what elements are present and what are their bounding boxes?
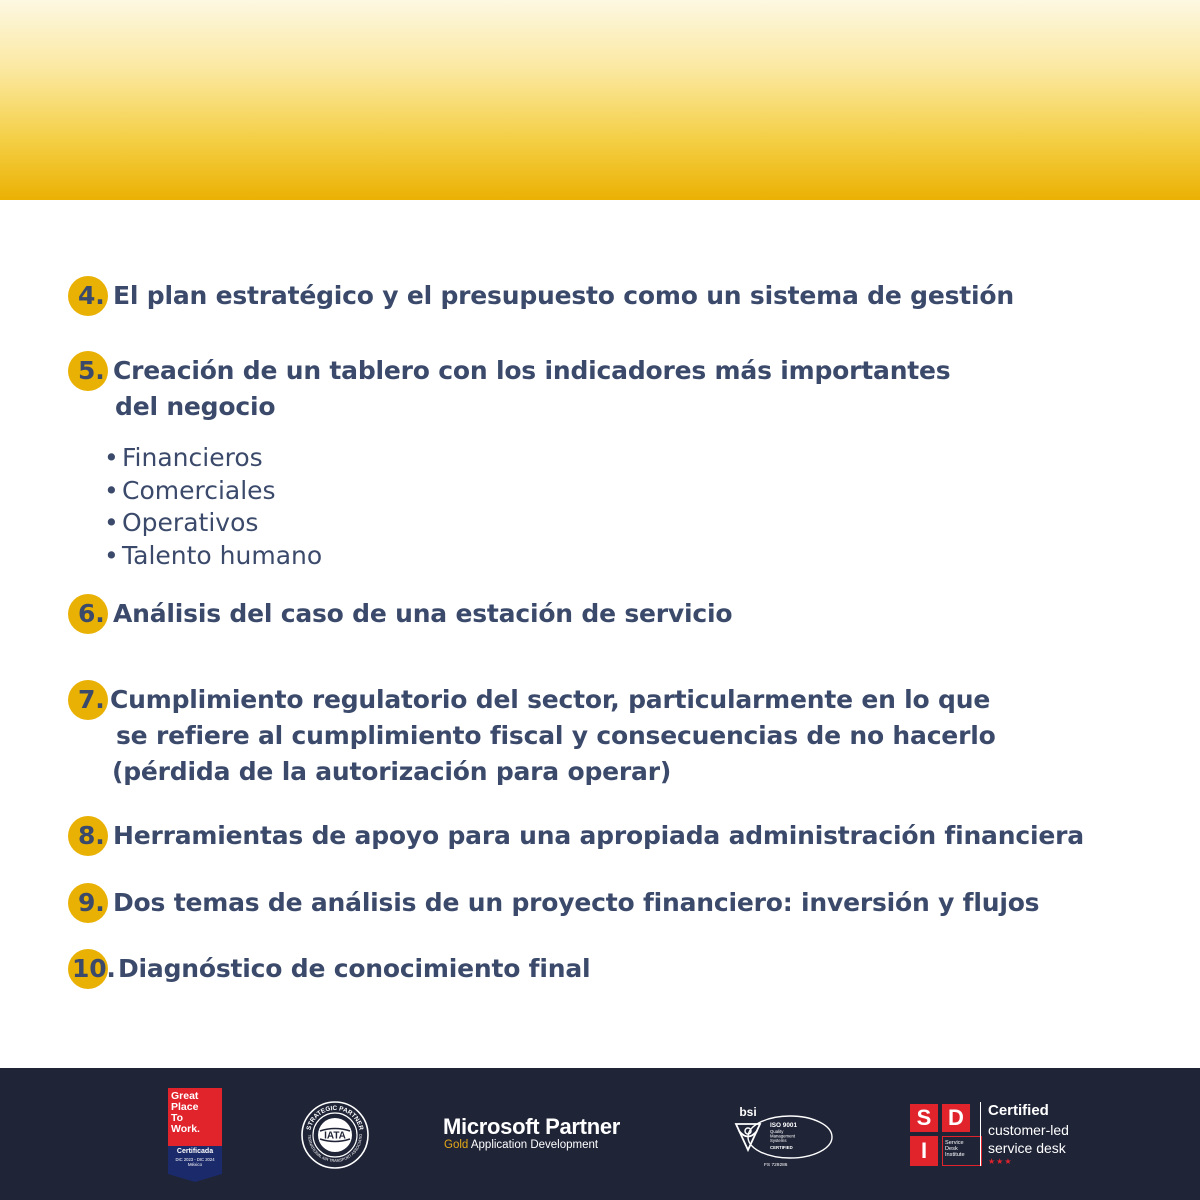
bsi-iso-9001-logo bbox=[726, 1102, 836, 1172]
indicator-item bbox=[104, 442, 322, 475]
gptw-logo-bottom bbox=[168, 1146, 222, 1174]
topic-text bbox=[113, 596, 732, 632]
topic-number: 10. bbox=[72, 954, 116, 983]
gptw-word: To bbox=[171, 1112, 184, 1124]
topic-line: se refiere al cumplimiento fiscal y consecuencias de no hacerlo bbox=[116, 721, 996, 750]
topic-text bbox=[113, 353, 951, 425]
topic-number: 7. bbox=[78, 685, 105, 714]
sdi-letter-d: D bbox=[942, 1104, 970, 1132]
bsi-kitemark-icon bbox=[736, 1124, 760, 1150]
iata-center-text: IATA bbox=[324, 1130, 346, 1142]
bullet-dot: • bbox=[104, 443, 119, 472]
topic-line: (pérdida de la autorización para operar) bbox=[112, 757, 672, 786]
microsoft-partner-logo bbox=[443, 1115, 620, 1151]
topic-line: El plan estratégico y el presupuesto como un sistema de gestión bbox=[113, 281, 1014, 310]
gptw-certified-label: Certificada bbox=[176, 1148, 214, 1155]
microsoft-partner-title: Microsoft Partner bbox=[443, 1114, 621, 1139]
bullet-dot: • bbox=[104, 541, 119, 571]
sdi-institute-word: Service bbox=[945, 1140, 964, 1146]
topic-line: Creación de un tablero con los indicadores más importantes bbox=[113, 356, 951, 385]
microsoft-competency: Application Development bbox=[470, 1139, 599, 1151]
topic-line: Análisis del caso de una estación de servicio bbox=[113, 599, 733, 628]
gptw-logo-tip bbox=[168, 1174, 222, 1182]
sdi-institute-box bbox=[942, 1136, 982, 1166]
topic-number: 8. bbox=[78, 821, 105, 850]
sdi-divider bbox=[980, 1102, 981, 1166]
gptw-word: Work. bbox=[171, 1123, 200, 1135]
topic-text bbox=[118, 951, 590, 987]
indicator-item bbox=[104, 507, 322, 540]
topic-text bbox=[110, 682, 996, 790]
sdi-certified-line: service desk bbox=[988, 1140, 1066, 1156]
gptw-word: Place bbox=[171, 1101, 199, 1113]
topic-number: 5. bbox=[78, 356, 105, 385]
topic-line: Cumplimiento regulatorio del sector, particularmente en lo que bbox=[110, 685, 991, 714]
topic-line: Diagnóstico de conocimiento final bbox=[118, 954, 591, 983]
gptw-certification-logo bbox=[168, 1088, 222, 1182]
sdi-institute-word: Institute bbox=[945, 1152, 965, 1158]
bsi-qms-line: Quality bbox=[770, 1129, 784, 1134]
bsi-iso-text: ISO 9001 bbox=[770, 1122, 798, 1129]
bsi-certified-text: CERTIFIED bbox=[770, 1145, 793, 1150]
sdi-rating-stars: ★★★ bbox=[988, 1157, 1013, 1166]
bullet-dot: • bbox=[104, 508, 119, 538]
iata-ring-top-text: STRATEGIC PARTNER bbox=[305, 1104, 365, 1131]
sdi-certified-line: customer-led bbox=[988, 1122, 1069, 1138]
microsoft-partner-subtitle bbox=[443, 1139, 620, 1151]
sdi-certified-logo bbox=[910, 1102, 1080, 1168]
sdi-certified-title: Certified bbox=[988, 1102, 1049, 1119]
topic-text bbox=[113, 278, 1014, 314]
indicator-label: Financieros bbox=[122, 443, 263, 472]
gptw-logo-top bbox=[168, 1088, 222, 1146]
topic-line: del negocio bbox=[115, 392, 276, 421]
topic-number: 4. bbox=[78, 281, 105, 310]
header-gradient-band bbox=[0, 0, 1200, 200]
bsi-qms-line: Systems bbox=[770, 1138, 787, 1143]
topic-number: 6. bbox=[78, 599, 105, 628]
topic-text bbox=[113, 818, 1084, 854]
sdi-letter-i: I bbox=[910, 1136, 938, 1166]
bsi-certificate-code: FS 729286 bbox=[764, 1163, 788, 1168]
indicator-label: Talento humano bbox=[122, 541, 323, 571]
indicator-item bbox=[104, 475, 322, 508]
topic-line: Dos temas de análisis de un proyecto financiero: inversión y flujos bbox=[113, 888, 1040, 917]
topic-line: Herramientas de apoyo para una apropiada administración financiera bbox=[113, 821, 1084, 850]
topic-text bbox=[113, 885, 1039, 921]
iata-ring-bottom-text: TERNATIONAL AIR TRANSPORT ASSOCIATIO bbox=[306, 1133, 364, 1164]
topic-number: 9. bbox=[78, 888, 105, 917]
indicator-item bbox=[104, 540, 322, 573]
bsi-brand-text: bsi bbox=[739, 1105, 757, 1119]
microsoft-gold-label: Gold bbox=[444, 1139, 469, 1151]
bullet-dot: • bbox=[104, 475, 119, 505]
sdi-institute-word: Desk bbox=[945, 1146, 958, 1152]
indicator-label: Comerciales bbox=[122, 475, 276, 505]
gptw-word: Great bbox=[171, 1090, 199, 1102]
gptw-dates: DIC 2023 - DIC 2024 bbox=[175, 1157, 215, 1162]
bsi-qms-line: Management bbox=[770, 1133, 796, 1139]
indicator-label: Operativos bbox=[122, 508, 259, 538]
sdi-letter-s: S bbox=[910, 1104, 938, 1132]
iata-strategic-partner-logo bbox=[300, 1100, 370, 1170]
gptw-country: México bbox=[187, 1162, 203, 1167]
indicator-list bbox=[104, 442, 322, 573]
